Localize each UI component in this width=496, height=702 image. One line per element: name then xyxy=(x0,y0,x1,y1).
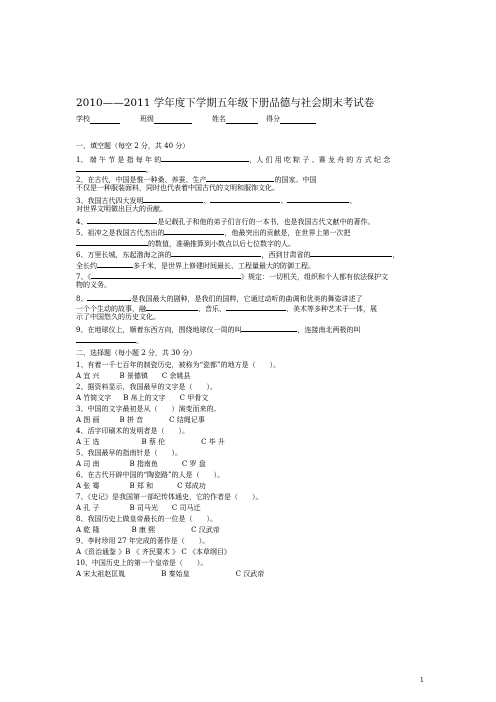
question-9-cont xyxy=(76,335,143,346)
q6-text-2: ，西到甘肃省的 xyxy=(261,251,311,259)
option-a[interactable]: A 司 南 xyxy=(76,460,100,468)
option-b[interactable]: B 蔡 伦 xyxy=(141,438,166,446)
question-6 xyxy=(76,249,399,260)
q6-end: 多千米，是世界上修建时间最长、工程量最大的防御工程。 xyxy=(133,262,315,270)
answer-blank[interactable] xyxy=(76,335,136,343)
name-blank[interactable] xyxy=(226,115,258,124)
q5-text: 5、祖冲之是我国古代杰出的 xyxy=(76,229,165,237)
answer-blank[interactable] xyxy=(146,303,198,311)
q9-text-2: ，连接南北两极的叫 xyxy=(297,326,361,334)
mc-question-1: 1、有着一千七百年的制瓷历史，被称为“瓷都”的地方是（ ）。 xyxy=(76,361,281,369)
answer-blank[interactable] xyxy=(76,164,146,172)
answer-blank[interactable] xyxy=(161,154,249,162)
answer-blank[interactable] xyxy=(97,260,133,268)
question-3-cont: 对世界文明做出巨大的贡献。 xyxy=(76,205,167,213)
q9-end: 。 xyxy=(136,337,143,345)
answer-blank[interactable] xyxy=(87,216,157,224)
q6-len: 全长约 xyxy=(76,262,97,270)
option-b[interactable]: B 指南鱼 xyxy=(129,460,158,468)
sep: ， xyxy=(392,251,400,259)
answer-blank[interactable] xyxy=(164,227,224,235)
mc-options-1 xyxy=(76,372,190,381)
mc-question-4: 4、活字印刷术的发明者是（ ）。 xyxy=(76,427,189,435)
option-c[interactable]: C 郑成功 xyxy=(177,482,206,490)
mc-question-2: 2、据资料显示，我国最早的文字是（ ）。 xyxy=(76,383,217,391)
q8-text: 是我国最大的剧种，是我们的国粹，它通过动听的曲调和优美的舞姿讲述了 xyxy=(131,295,363,303)
answer-blank[interactable] xyxy=(210,195,280,203)
question-7-cont: 物的义务。 xyxy=(76,281,111,289)
exam-title: 2010——2011 学年度下学期五年级下册品德与社会期末考试卷 xyxy=(76,97,375,109)
option-b[interactable]: B 郑 和 xyxy=(129,482,154,490)
q1-text-2: ，人 们 用 吃 粽 子 、赛 龙 舟 的 方 式 纪 念 xyxy=(249,156,391,164)
q6-text: 6、万里长城，东起渤海之滨的 xyxy=(76,251,172,259)
sep: 、 xyxy=(349,197,357,205)
option-list[interactable]: A《资治通鉴 》B 《 齐民要术 》 C 《本草纲目》 xyxy=(76,548,231,556)
q2-text-2: 的国家。中国 xyxy=(274,176,317,184)
mc-options-4 xyxy=(76,438,225,447)
sep: 、 xyxy=(203,197,211,205)
class-blank[interactable] xyxy=(154,115,192,124)
option-a[interactable]: A 孔 子 xyxy=(76,504,100,512)
q7-open: 7、《 xyxy=(76,273,91,281)
mc-options-5 xyxy=(76,460,206,469)
option-c[interactable]: C 汉武帝 xyxy=(235,570,265,578)
mc-question-3: 3、中国的文字最初是从（ ）演变而来的。 xyxy=(76,405,221,413)
answer-blank[interactable] xyxy=(76,238,148,246)
mc-options-9 xyxy=(76,548,231,557)
option-c[interactable]: C 余姚县 xyxy=(161,372,191,380)
option-a[interactable]: A 宜 兴 xyxy=(76,372,100,380)
question-4 xyxy=(76,216,374,227)
option-b[interactable]: B 司马光 xyxy=(129,504,158,512)
question-8-end: 示了中国悠久的历史文化。 xyxy=(76,313,160,321)
mc-question-7: 7、《史记》是我国第一部纪传体通史，它的作者是（ ）。 xyxy=(76,493,263,501)
section1-header: 一、填空题（每空 2 分，共 40 分） xyxy=(76,142,190,150)
student-info-row xyxy=(76,114,316,124)
mc-question-8: 8、我国历史上做皇帝最长的一位是（ ）。 xyxy=(76,515,217,523)
option-a[interactable]: A 图 画 xyxy=(76,416,100,424)
option-a[interactable]: A 王 选 xyxy=(76,438,100,446)
score-blank[interactable] xyxy=(280,115,316,124)
q1-end: 。 xyxy=(146,166,153,174)
option-b[interactable]: B 帛上的文字 xyxy=(123,394,166,402)
question-6-cont xyxy=(76,260,315,271)
option-c[interactable]: C 司马迁 xyxy=(171,504,201,512)
answer-blank[interactable] xyxy=(226,303,286,311)
q1-text: 1、 端 午 节 是 指 每 年 的 xyxy=(76,156,162,164)
sep: 、音乐、 xyxy=(198,305,226,313)
answer-blank[interactable] xyxy=(143,195,203,203)
option-c[interactable]: C 结绳记事 xyxy=(169,416,205,424)
question-9 xyxy=(76,324,360,335)
q7-text: 》规定：一切机关，组织和个人都有依法保护文 xyxy=(240,273,388,281)
option-b[interactable]: B 拼 音 xyxy=(119,416,144,424)
q5-text-2: ，他最突出的贡献是，在世界上第一次把 xyxy=(224,229,351,237)
option-c[interactable]: C 毕 升 xyxy=(201,438,225,446)
option-a[interactable]: A 竹简文字 xyxy=(76,394,112,402)
score-label: 得分 xyxy=(266,115,280,123)
option-c[interactable]: C 汉武帝 xyxy=(191,526,220,534)
q8-text-3: 、美术等多种艺术于一体，展 xyxy=(286,305,377,313)
option-a[interactable]: A 宋太祖赵匡胤 xyxy=(76,570,126,578)
q8-num: 8、 xyxy=(76,295,88,303)
mc-question-6: 6、在古代开辟中国的“陶瓷路”的人是（ ）。 xyxy=(76,471,225,479)
answer-blank[interactable] xyxy=(310,249,392,257)
option-b[interactable]: B 康 熙 xyxy=(131,526,156,534)
question-2-cont: 不仅是一种服装面料，同时也代表着中国古代的文明和服饰文化。 xyxy=(76,184,279,192)
mc-question-10: 10、中国历史上的第一个皇帝是（ ）。 xyxy=(76,559,208,567)
option-b[interactable]: B 秦始皇 xyxy=(161,570,190,578)
mc-options-10 xyxy=(76,570,264,579)
class-label: 班级 xyxy=(140,115,154,123)
question-5 xyxy=(76,227,350,238)
sep: 、 xyxy=(280,197,288,205)
option-c[interactable]: C 罗 盘 xyxy=(181,460,206,468)
mc-question-5: 5、我国最早的指南针是（ ）。 xyxy=(76,449,182,457)
q4-num: 4、 xyxy=(76,218,88,226)
mc-question-9: 9、李时珍用 27 年完成的著作是（ ）。 xyxy=(76,537,210,545)
option-a[interactable]: A 乾 隆 xyxy=(76,526,100,534)
q9-text: 9、在地球仪上，顺着东西方向，围绕地球仪一周的叫 xyxy=(76,326,242,334)
q2-text: 2、在古代，中国是惟一种桑、养蚕、生产 xyxy=(76,176,207,184)
option-b[interactable]: B 景德镇 xyxy=(119,372,148,380)
q3-text: 3、我国古代四大发明 xyxy=(76,197,144,205)
mc-options-3 xyxy=(76,416,205,425)
mc-options-8 xyxy=(76,526,220,535)
answer-blank[interactable] xyxy=(241,324,297,332)
answer-blank[interactable] xyxy=(287,195,349,203)
name-label: 姓名 xyxy=(212,115,226,123)
answer-blank[interactable] xyxy=(87,293,131,301)
mc-options-2 xyxy=(76,394,208,403)
option-a[interactable]: A 张 骞 xyxy=(76,482,100,490)
mc-options-7 xyxy=(76,504,200,513)
school-label: 学校 xyxy=(76,115,90,123)
answer-blank[interactable] xyxy=(206,174,274,182)
question-5-cont xyxy=(76,238,295,249)
answer-blank[interactable] xyxy=(91,271,241,279)
q5-end: 的数值，准确推算到小数点以后七位数字的人。 xyxy=(148,240,295,248)
answer-blank[interactable] xyxy=(171,249,261,257)
section2-header: 二、选择题（每小题 2 分，共 30 分） xyxy=(76,349,197,357)
q4-text: 是记载孔子和他的弟子们言行的一本书，也是我国古代文献中的著作。 xyxy=(157,218,375,226)
school-blank[interactable] xyxy=(90,115,120,124)
mc-options-6 xyxy=(76,482,206,491)
question-7 xyxy=(76,271,388,282)
q8-text-2: 一个个生动的故事，融 xyxy=(76,305,146,313)
option-c[interactable]: C 甲骨文 xyxy=(179,394,209,402)
page-number: 1 xyxy=(420,677,424,684)
